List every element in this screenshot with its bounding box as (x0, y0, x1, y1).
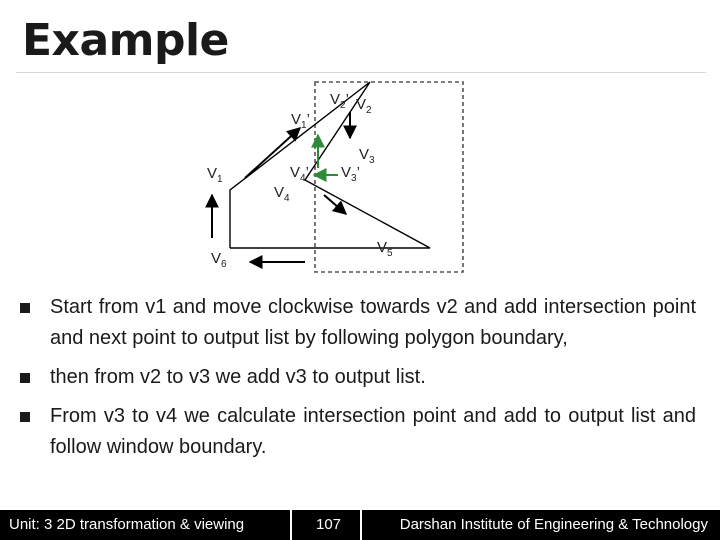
label-v6: $V_6$ (211, 250, 227, 270)
label-v3: $V_3$ (359, 146, 375, 166)
footer-page-number: 107 (316, 516, 342, 533)
footer-separator (290, 510, 292, 540)
bullet-text: Start from v1 and move clockwise towards v2 and add intersection point and next point to output list by following polygon boundary, (50, 296, 696, 349)
label-v2-prime: $V_2$’ (330, 91, 349, 111)
label-v1-prime: $V_1$’ (291, 111, 310, 131)
bullet-item (20, 292, 696, 354)
label-v5: $V_5$ (377, 239, 393, 259)
bullet-item (20, 362, 696, 393)
bullet-marker (20, 373, 30, 383)
bullet-list (20, 292, 696, 471)
slide-title: Example (22, 15, 229, 66)
bullet-item (20, 401, 696, 463)
label-v1: $V_1$ (207, 165, 223, 185)
clip-window (315, 82, 463, 272)
bullet-marker (20, 303, 30, 313)
label-v4: $V_4$ (274, 184, 290, 204)
label-v2: $V_2$ (356, 96, 372, 116)
footer-bar (0, 510, 720, 540)
bullet-marker (20, 412, 30, 422)
label-v3-prime: $V_3$’ (341, 164, 360, 184)
bullet-text: then from v2 to v3 we add v3 to output list. (50, 366, 426, 388)
footer-institute: Darshan Institute of Engineering & Technology (399, 516, 708, 533)
label-v4-prime: $V_4$’ (290, 164, 309, 184)
footer-unit: Unit: 3 2D transformation & viewing (9, 516, 245, 533)
bullet-text: From v3 to v4 we calculate intersection point and add to output list and follow window boundary. (50, 405, 696, 458)
arrow-v3-v4 (324, 195, 346, 214)
footer-separator (360, 510, 362, 540)
